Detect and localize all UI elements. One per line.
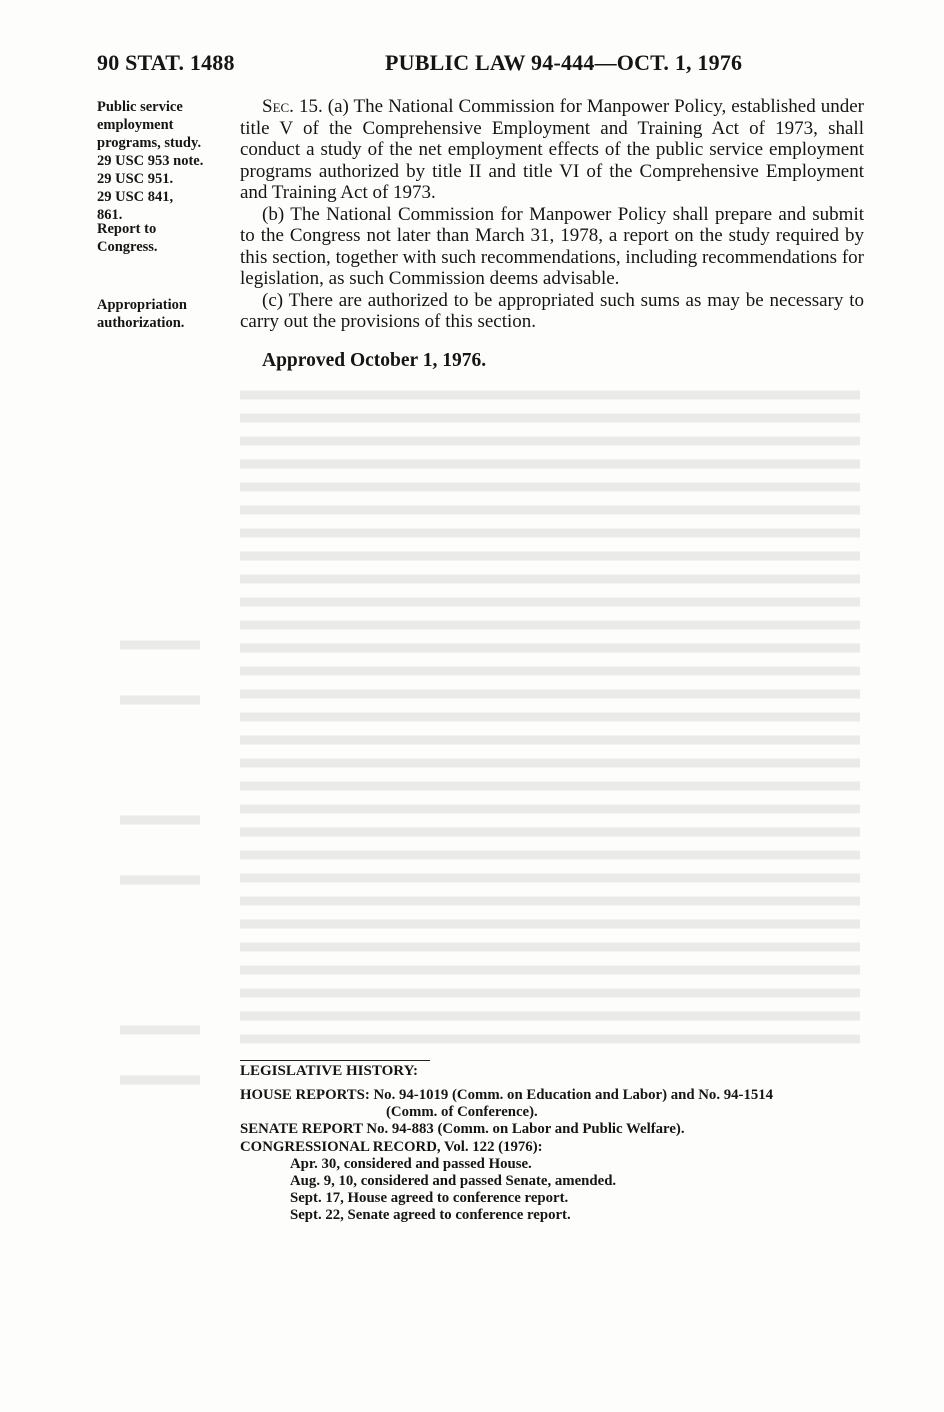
margin-line: authorization. — [97, 315, 185, 331]
history-entry: Apr. 30, considered and passed House. — [290, 1155, 532, 1172]
margin-note-report — [97, 220, 237, 256]
margin-note-appropriation — [97, 296, 237, 332]
margin-line: 861. — [97, 207, 123, 223]
history-entry: Aug. 9, 10, considered and passed Senate, amended. — [290, 1173, 617, 1190]
page-reference: 90 STAT. 1488 — [97, 50, 235, 75]
margin-line: Report to — [97, 221, 157, 237]
paragraph-a-text: 15. (a) The National Commission for Manpower Policy, established under title V of the Comprehensive Employment and Training Act of 1973, shall conduct a study of the net employment effects of the public service employment programs authorized by title II and title VI of the Comprehensive Employment and Training Act of 1973. — [240, 96, 864, 203]
margin-line: 29 USC 841, — [97, 189, 174, 205]
congressional-record: CONGRESSIONAL RECORD, Vol. 122 (1976): — [240, 1138, 543, 1155]
history-entry: Sept. 22, Senate agreed to conference report. — [290, 1207, 571, 1224]
margin-line: 29 USC 951. — [97, 171, 174, 187]
section-label: Sec. — [262, 96, 294, 117]
paragraph-c: (c) There are authorized to be appropriated such sums as may be necessary to carry out the provisions of this section. — [240, 289, 864, 332]
margin-line: programs, study. — [97, 135, 202, 151]
paragraph-a — [240, 96, 864, 204]
margin-line: employment — [97, 117, 174, 133]
approval-date: Approved October 1, 1976. — [262, 350, 487, 371]
law-title: PUBLIC LAW 94-444—OCT. 1, 1976 — [385, 50, 743, 75]
margin-note-public-service — [97, 98, 237, 224]
house-reports: HOUSE REPORTS: No. 94-1019 (Comm. on Education and Labor) and No. 94-1514 — [240, 1087, 774, 1103]
legislative-history-heading: LEGISLATIVE HISTORY: — [240, 1063, 419, 1079]
house-reports-cont: (Comm. of Conference). — [386, 1104, 538, 1121]
margin-line: 29 USC 953 note. — [97, 153, 204, 169]
margin-line: Appropriation — [97, 297, 187, 313]
history-entry: Sept. 17, House agreed to conference report. — [290, 1190, 569, 1207]
divider — [240, 1060, 430, 1061]
legislative-history — [240, 1087, 870, 1225]
section-body — [240, 96, 864, 333]
paragraph-b: (b) The National Commission for Manpower Policy shall prepare and submit to the Congress not later than March 31, 1978, a report on the study required by this section, together with such recommendations, including recommendations for legislation, as such Commission deems advisable. — [240, 203, 864, 289]
senate-report: SENATE REPORT No. 94-883 (Comm. on Labor and Public Welfare). — [240, 1121, 685, 1138]
margin-line: Public service — [97, 99, 183, 115]
margin-line: Congress. — [97, 239, 158, 255]
